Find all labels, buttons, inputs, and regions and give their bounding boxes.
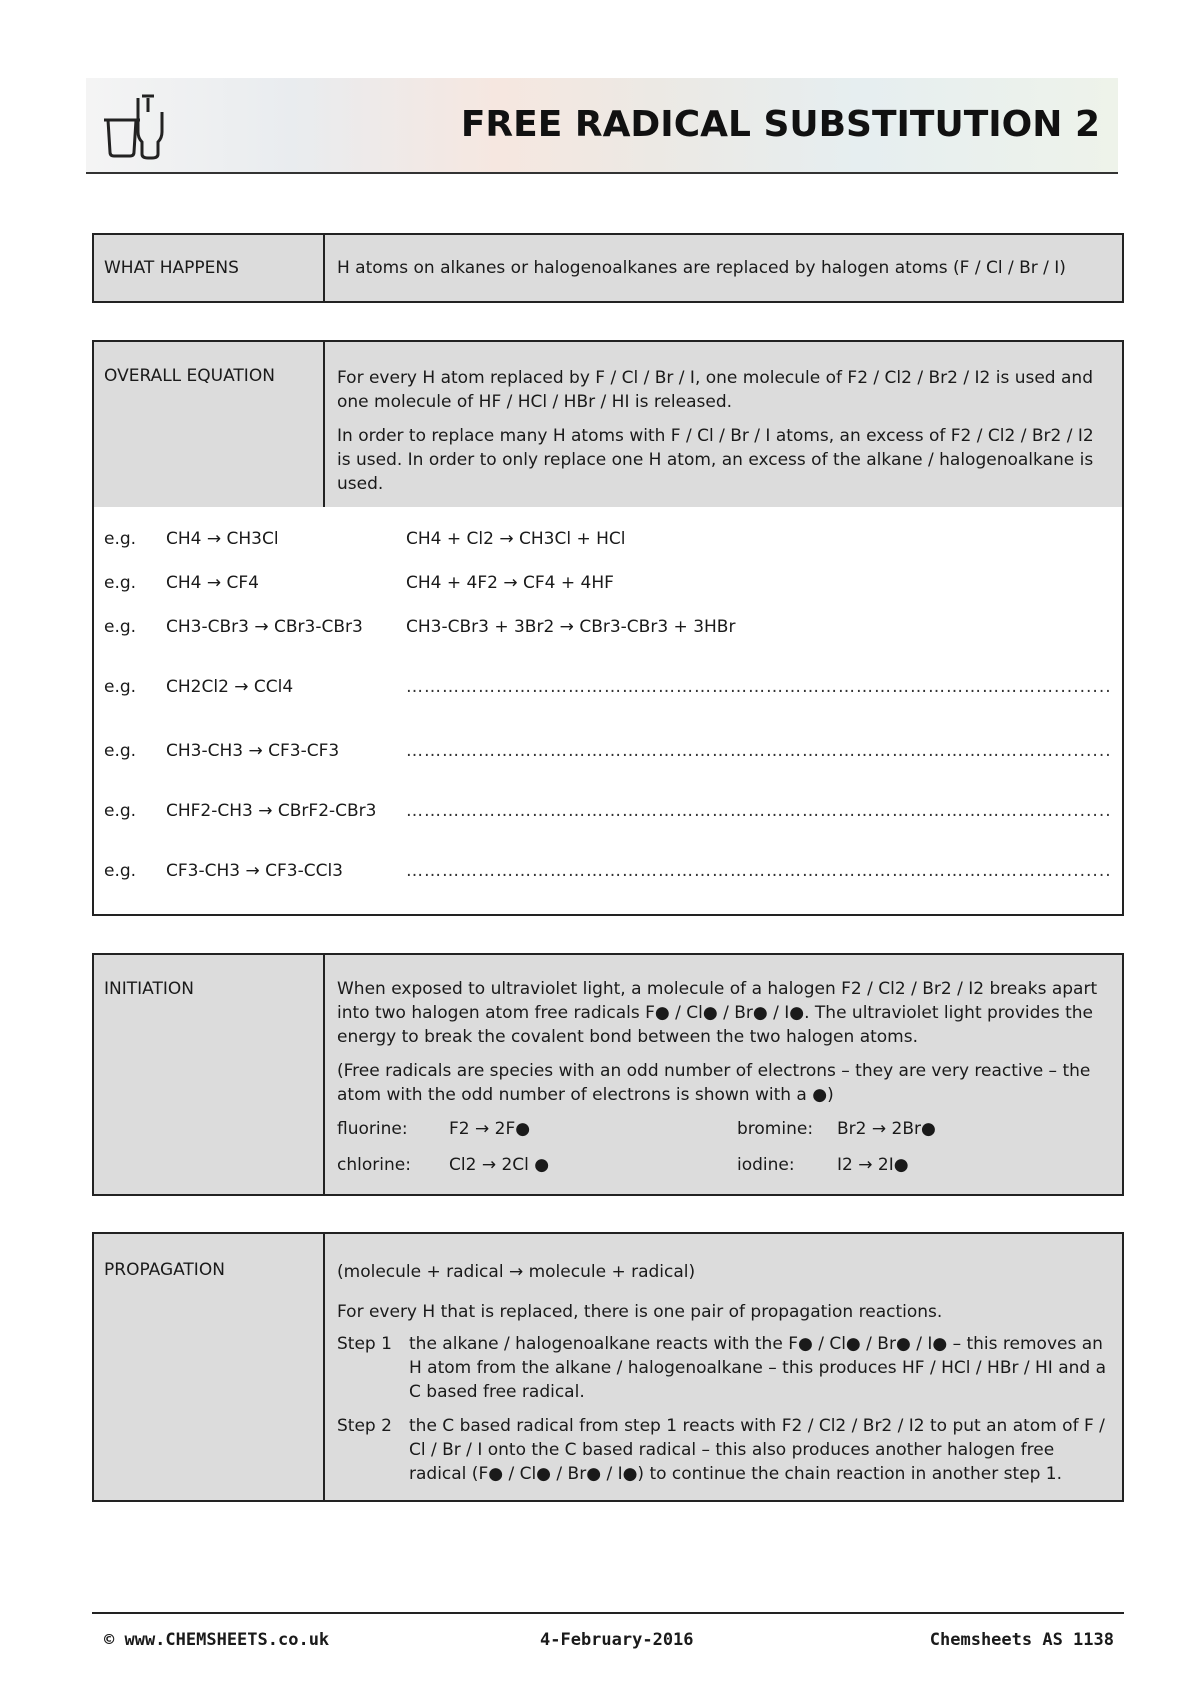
overall-equation-para2: In order to replace many H atoms with F / Cl / Br / I atoms, an excess of F2 / Cl2 / Br2 / I2 is used. In order to only replace one H atom, an excess of the alkane / halogenoalkane is used. (337, 426, 1094, 494)
example-change: CH4 → CH3Cl (166, 529, 279, 549)
propagation-intro: For every H that is replaced, there is one pair of propagation reactions. (337, 1302, 943, 1322)
example-prefix: e.g. (104, 529, 137, 549)
what-happens-label: WHAT HAPPENS (94, 235, 325, 301)
examples-area (92, 507, 1124, 916)
example-prefix: e.g. (104, 677, 137, 697)
halogen-equation: I2 → 2I● (837, 1155, 909, 1175)
halogen-name: fluorine: (337, 1119, 408, 1139)
initiation-para2: (Free radicals are species with an odd number of electrons – they are very reactive – the atom with the odd number of electrons is shown with a ●) (337, 1061, 1091, 1105)
propagation-general: (molecule + radical → molecule + radical) (337, 1262, 696, 1282)
overall-equation-box (92, 340, 1124, 509)
example-equation: CH4 + Cl2 → CH3Cl + HCl (406, 529, 626, 549)
overall-equation-para1: For every H atom replaced by F / Cl / Br / I, one molecule of F2 / Cl2 / Br2 / I2 is used and one molecule of HF / HCl / HBr / HI is released. (337, 368, 1093, 412)
answer-blank[interactable]: ………………………………………………………………………………………………......... (406, 801, 1112, 821)
example-row (94, 741, 1122, 765)
example-change: CF3-CH3 → CF3-CCl3 (166, 861, 343, 881)
initiation-box (92, 953, 1124, 1196)
step-text: the alkane / halogenoalkane reacts with the F● / Cl● / Br● / I● – this removes an H atom from the alkane / halogenoalkane – this produces HF / HCl / HBr / HI and a C based free radical. (409, 1334, 1107, 1402)
example-prefix: e.g. (104, 617, 137, 637)
step-label: Step 2 (337, 1416, 392, 1436)
halogen-name: iodine: (737, 1155, 795, 1175)
propagation-step (337, 1332, 1112, 1404)
example-change: CH3-CBr3 → CBr3-CBr3 (166, 617, 363, 637)
page-title: FREE RADICAL SUBSTITUTION 2 (460, 104, 1100, 145)
example-equation: CH3-CBr3 + 3Br2 → CBr3-CBr3 + 3HBr (406, 617, 736, 637)
example-change: CH3-CH3 → CF3-CF3 (166, 741, 340, 761)
footer-date: 4-February-2016 (540, 1630, 694, 1650)
lab-glassware-icon (102, 92, 164, 160)
halogen-equations (337, 1117, 1112, 1189)
example-prefix: e.g. (104, 801, 137, 821)
what-happens-text: H atoms on alkanes or halogenoalkanes are replaced by halogen atoms (F / Cl / Br / I) (337, 258, 1066, 278)
example-change: CH4 → CF4 (166, 573, 259, 593)
initiation-label: INITIATION (94, 955, 325, 1194)
halogen-name: chlorine: (337, 1155, 411, 1175)
what-happens-box (92, 233, 1124, 303)
header-banner (86, 78, 1118, 174)
step-text: the C based radical from step 1 reacts with F2 / Cl2 / Br2 / I2 to put an atom of F / Cl / Br / I onto the C based radical – this also produces another halogen free radical (F● / Cl● / Br● / I●) to continue the chain reaction in another step 1. (409, 1416, 1105, 1484)
initiation-content (327, 955, 1122, 1194)
propagation-label: PROPAGATION (94, 1234, 325, 1500)
example-row (94, 801, 1122, 825)
example-row (94, 677, 1122, 701)
halogen-equation: F2 → 2F● (449, 1119, 531, 1139)
overall-equation-content (327, 342, 1122, 507)
footer-divider (92, 1612, 1124, 1614)
example-prefix: e.g. (104, 573, 137, 593)
halogen-equation: Br2 → 2Br● (837, 1119, 936, 1139)
answer-blank[interactable]: ………………………………………………………………………………………………......... (406, 677, 1112, 697)
overall-equation-label: OVERALL EQUATION (94, 342, 325, 507)
propagation-content (327, 1234, 1122, 1500)
answer-blank[interactable]: ………………………………………………………………………………………………......... (406, 861, 1112, 881)
propagation-step (337, 1414, 1112, 1486)
answer-blank[interactable]: ………………………………………………………………………………………………......... (406, 741, 1112, 761)
example-row (94, 529, 1122, 553)
footer-reference: Chemsheets AS 1138 (929, 1630, 1114, 1650)
halogen-equation: Cl2 → 2Cl ● (449, 1155, 550, 1175)
example-prefix: e.g. (104, 741, 137, 761)
footer-website: © www.CHEMSHEETS.co.uk (104, 1630, 330, 1650)
example-row (94, 617, 1122, 641)
example-equation: CH4 + 4F2 → CF4 + 4HF (406, 573, 614, 593)
propagation-box (92, 1232, 1124, 1502)
example-row (94, 861, 1122, 885)
example-prefix: e.g. (104, 861, 137, 881)
initiation-para1: When exposed to ultraviolet light, a molecule of a halogen F2 / Cl2 / Br2 / I2 breaks apart into two halogen atom free radicals F● / Cl● / Br● / I●. The ultraviolet light provides the energy to break the covalent bond between the two halogen atoms. (337, 979, 1098, 1047)
halogen-name: bromine: (737, 1119, 814, 1139)
step-label: Step 1 (337, 1334, 392, 1354)
example-change: CH2Cl2 → CCl4 (166, 677, 294, 697)
example-change: CHF2-CH3 → CBrF2-CBr3 (166, 801, 377, 821)
example-row (94, 573, 1122, 597)
